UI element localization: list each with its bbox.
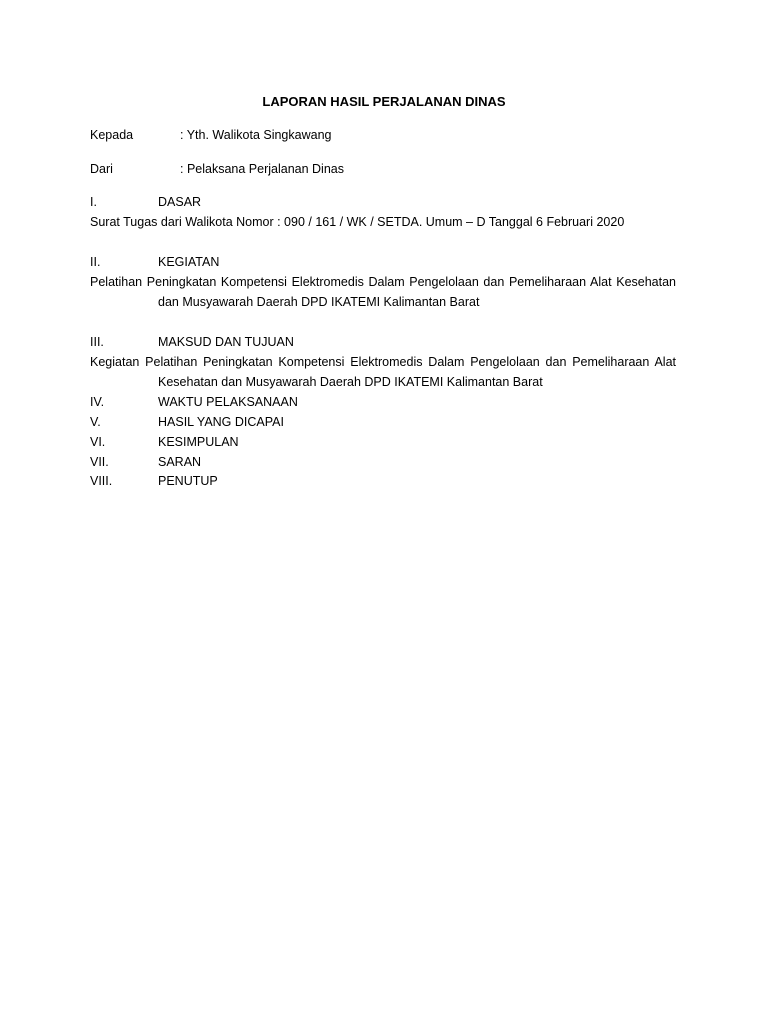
section-2-body-line-1: Pelatihan Peningkatan Kompetensi Elektromedis Dalam Pengelolaan dan Pemeliharaan Alat Kesehatan — [90, 275, 676, 289]
dari-value: : Pelaksana Perjalanan Dinas — [180, 162, 344, 176]
kepada-value: : Yth. Walikota Singkawang — [180, 128, 332, 142]
section-8-heading: PENUTUP — [158, 474, 218, 488]
section-4-number: IV. — [90, 395, 105, 409]
section-1-body: Surat Tugas dari Walikota Nomor : 090 / 161 / WK / SETDA. Umum – D Tanggal 6 Februari 2020 — [90, 215, 625, 229]
section-2-body-line-2: dan Musyawarah Daerah DPD IKATEMI Kalimantan Barat — [158, 295, 480, 309]
section-7-heading: SARAN — [158, 455, 202, 469]
section-8-number: VIII. — [90, 474, 113, 488]
document-title: LAPORAN HASIL PERJALANAN DINAS — [262, 94, 506, 109]
section-5-heading: HASIL YANG DICAPAI — [158, 415, 284, 429]
section-5-number: V. — [90, 415, 101, 429]
section-4-heading: WAKTU PELAKSANAAN — [158, 395, 298, 409]
section-3-number: III. — [90, 335, 104, 349]
section-6-heading: KESIMPULAN — [158, 435, 239, 449]
kepada-label: Kepada — [90, 128, 134, 142]
section-2-heading: KEGIATAN — [158, 255, 220, 269]
section-3-body-line-2: Kesehatan dan Musyawarah Daerah DPD IKATEMI Kalimantan Barat — [158, 375, 543, 389]
section-3-body-line-1: Kegiatan Pelatihan Peningkatan Kompetensi Elektromedis Dalam Pengelolaan dan Pemeliharaan Alat — [90, 355, 676, 369]
section-1-heading: DASAR — [158, 195, 202, 209]
section-6-number: VI. — [90, 435, 106, 449]
section-7-number: VII. — [90, 455, 109, 469]
section-3-heading: MAKSUD DAN TUJUAN — [158, 335, 294, 349]
section-1-number: I. — [90, 195, 97, 209]
dari-label: Dari — [90, 162, 113, 176]
section-2-number: II. — [90, 255, 101, 269]
